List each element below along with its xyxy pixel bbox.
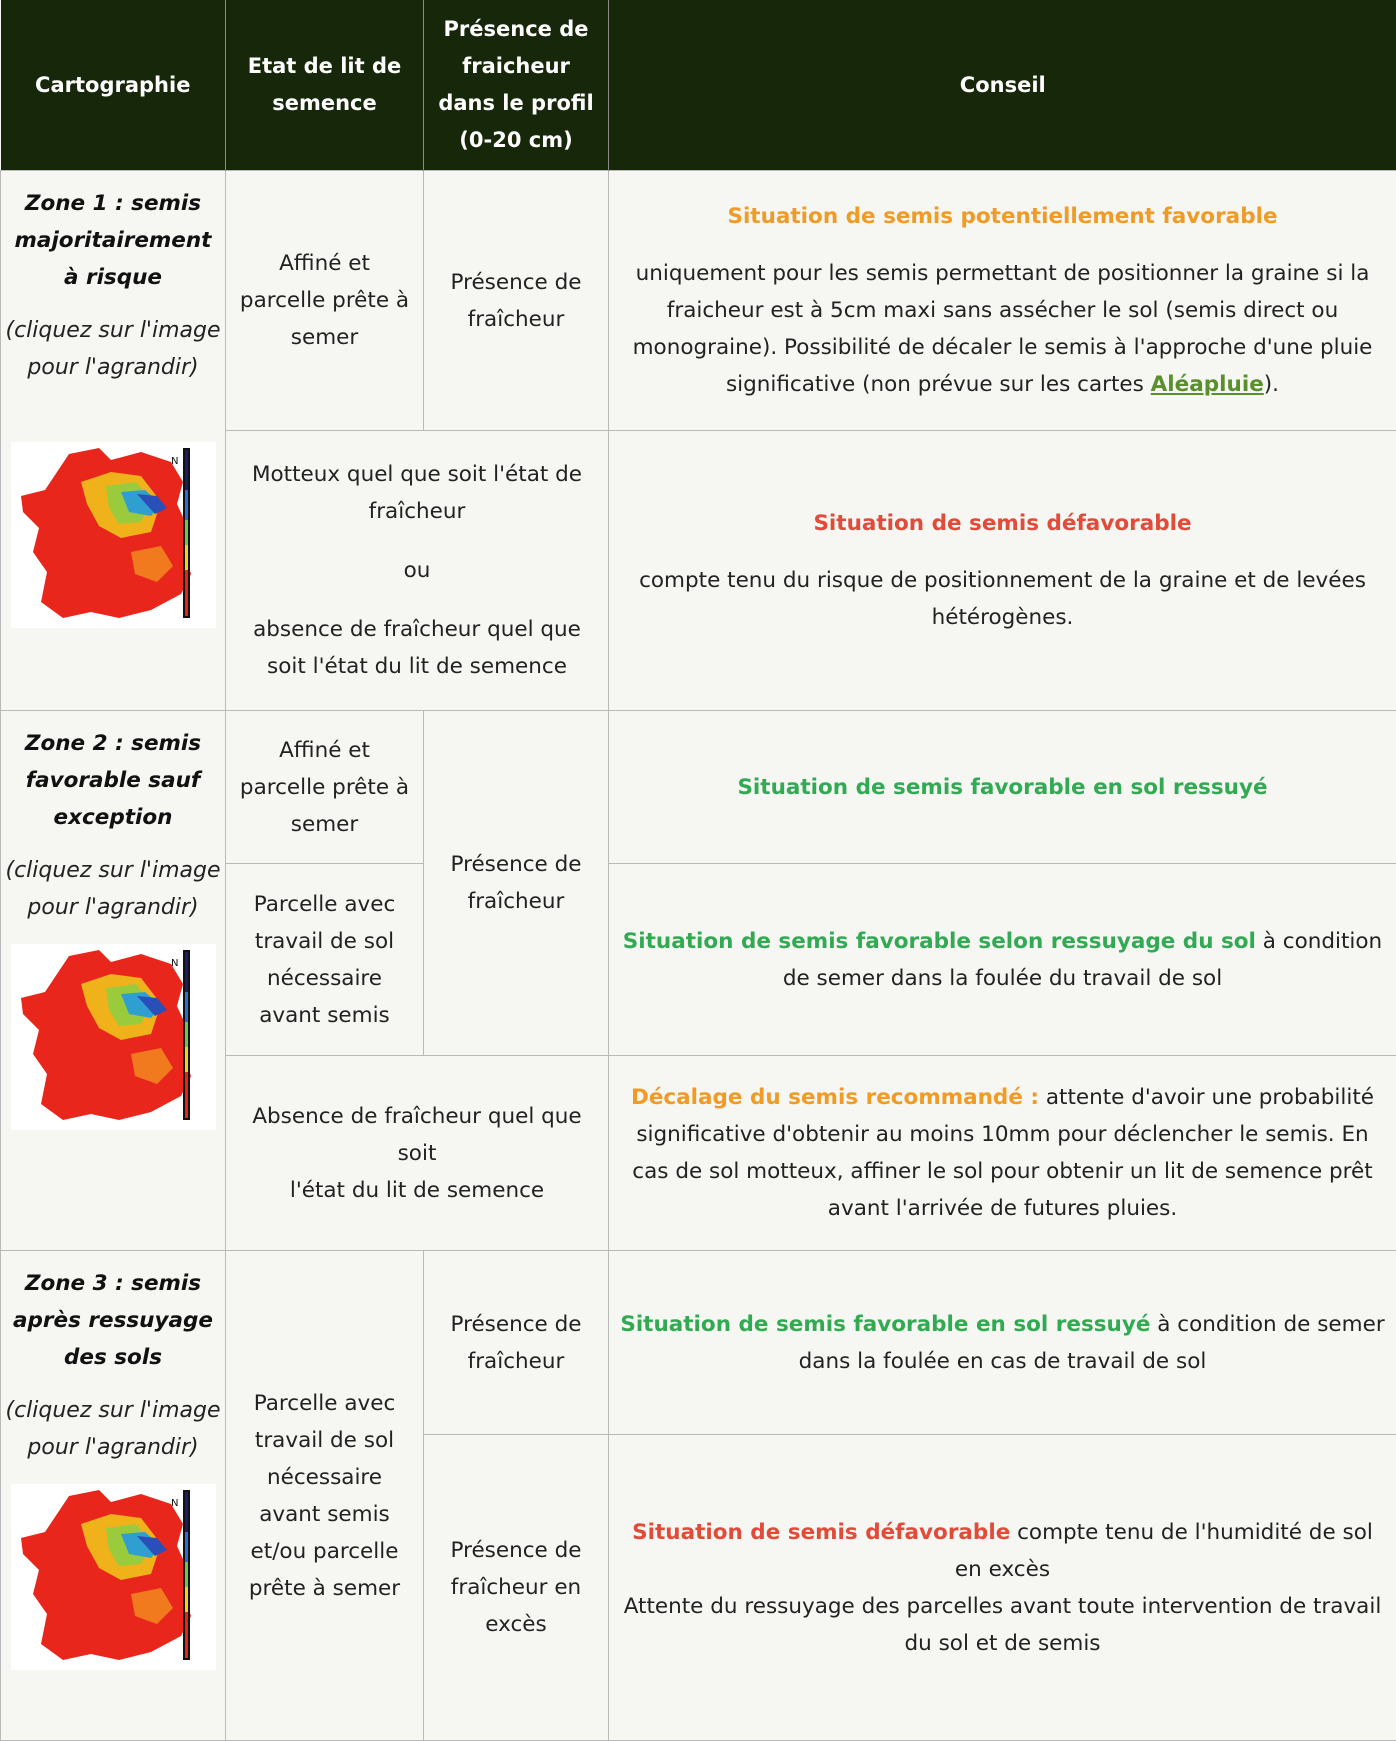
zone2-row3-line2: l'état du lit de semence: [236, 1172, 598, 1209]
zone1-hint: (cliquez sur l'image pour l'agrandir): [5, 312, 221, 386]
zone1-advice-1: [609, 171, 1396, 431]
zone2-hint: (cliquez sur l'image pour l'agrandir): [5, 852, 221, 926]
zone3-advice-1: [609, 1251, 1396, 1435]
zone2-fraicheur: Présence de fraîcheur: [424, 711, 609, 1056]
zone2-advice-2: [609, 864, 1396, 1056]
zone1-row2-line1: Motteux quel que soit l'état de fraîcheur: [236, 456, 598, 530]
zone1-row1: [1, 171, 1396, 431]
zone3-cell: [1, 1251, 226, 1741]
zone2-advice-1-title: Situation de semis favorable en sol ressuyé: [619, 769, 1386, 806]
zone2-title: Zone 2 : semis favorable sauf exception: [5, 725, 221, 836]
zone2-etat-2: Parcelle avec travail de sol nécessaire avant semis: [226, 864, 424, 1056]
header-row: [1, 0, 1396, 171]
zone2-advice-2-title: Situation de semis favorable selon ressuyage du sol: [623, 929, 1256, 954]
zone2-etat-1: Affiné et parcelle prête à semer: [226, 711, 424, 864]
zone3-map-image[interactable]: [11, 1484, 216, 1670]
zone2-advice-1: [609, 711, 1396, 864]
zone3-title: Zone 3 : semis après ressuyage des sols: [5, 1265, 221, 1376]
zone2-etat-3: [226, 1056, 609, 1251]
zone1-cell: [1, 171, 226, 711]
zone2-cell: [1, 711, 226, 1251]
zone2-advice-3-title: Décalage du semis recommandé :: [631, 1085, 1039, 1110]
zone3-fraicheur-1: Présence de fraîcheur: [424, 1251, 609, 1435]
zone2-row1: [1, 711, 1396, 864]
zone3-row1: [1, 1251, 1396, 1435]
header-cartographie: Cartographie: [1, 0, 226, 171]
zone1-row2-line2: absence de fraîcheur quel que soit l'état du lit de semence: [236, 611, 598, 685]
zone2-row3-line1: Absence de fraîcheur quel que soit: [236, 1098, 598, 1172]
zone3-advice-2: [609, 1435, 1396, 1741]
zone3-advice-2-text: compte tenu de l'humidité de sol en excès: [955, 1520, 1373, 1582]
zone1-advice-2-title: Situation de semis défavorable: [619, 505, 1386, 542]
zone1-advice-1-text-after: ).: [1264, 372, 1279, 397]
zone1-title: Zone 1 : semis majoritairement à risque: [5, 185, 221, 296]
zone1-fraicheur: Présence de fraîcheur: [424, 171, 609, 431]
zone3-advice-1-title: Situation de semis favorable en sol ressuyé: [620, 1312, 1150, 1337]
zone1-advice-2-text: compte tenu du risque de positionnement de la graine et de levées hétérogènes.: [619, 562, 1386, 636]
zone2-map-image[interactable]: [11, 944, 216, 1130]
zone1-map-image[interactable]: [11, 442, 216, 628]
zone1-advice-2: [609, 431, 1396, 711]
zone1-row2-or: ou: [236, 552, 598, 589]
header-etat-lit: Etat de lit de semence: [226, 0, 424, 171]
zone3-advice-2-line2: Attente du ressuyage des parcelles avant toute intervention de travail du sol et de semis: [619, 1588, 1386, 1662]
zone1-advice-1-text-before: uniquement pour les semis permettant de positionner la graine si la fraicheur est à 5cm maxi sans assécher le sol (semis direct ou monograine). Possibilité de décaler le semis à l'approche d'une pluie significative (non prévue sur les cartes: [633, 261, 1373, 397]
zone1-etat-2: [226, 431, 609, 711]
aleapluie-link[interactable]: Aléapluie: [1151, 372, 1264, 397]
header-presence-fraicheur: Présence de fraicheur dans le profil (0-20 cm): [424, 0, 609, 171]
zone1-advice-1-text: [619, 255, 1386, 403]
zone2-advice-2-text: à condition de semer dans la foulée du travail de sol: [783, 929, 1382, 991]
zone2-advice-3: [609, 1056, 1396, 1251]
zone3-advice-2-title: Situation de semis défavorable: [632, 1520, 1010, 1545]
zone1-etat: Affiné et parcelle prête à semer: [226, 171, 424, 431]
zone3-advice-2-line1: [619, 1514, 1386, 1588]
zone3-etat: Parcelle avec travail de sol nécessaire avant semis et/ou parcelle prête à semer: [226, 1251, 424, 1741]
zone3-advice-1-text: à condition de semer dans la foulée en cas de travail de sol: [799, 1312, 1385, 1374]
header-conseil: Conseil: [609, 0, 1396, 171]
zone3-fraicheur-2: Présence de fraîcheur en excès: [424, 1435, 609, 1741]
zone1-advice-1-title: Situation de semis potentiellement favorable: [619, 198, 1386, 235]
zone2-advice-3-text: attente d'avoir une probabilité significative d'obtenir au moins 10mm pour déclencher le semis. En cas de sol motteux, affiner le sol pour obtenir un lit de semence prêt avant l'arrivée de futures pluies.: [632, 1085, 1374, 1221]
zone3-hint: (cliquez sur l'image pour l'agrandir): [5, 1392, 221, 1466]
